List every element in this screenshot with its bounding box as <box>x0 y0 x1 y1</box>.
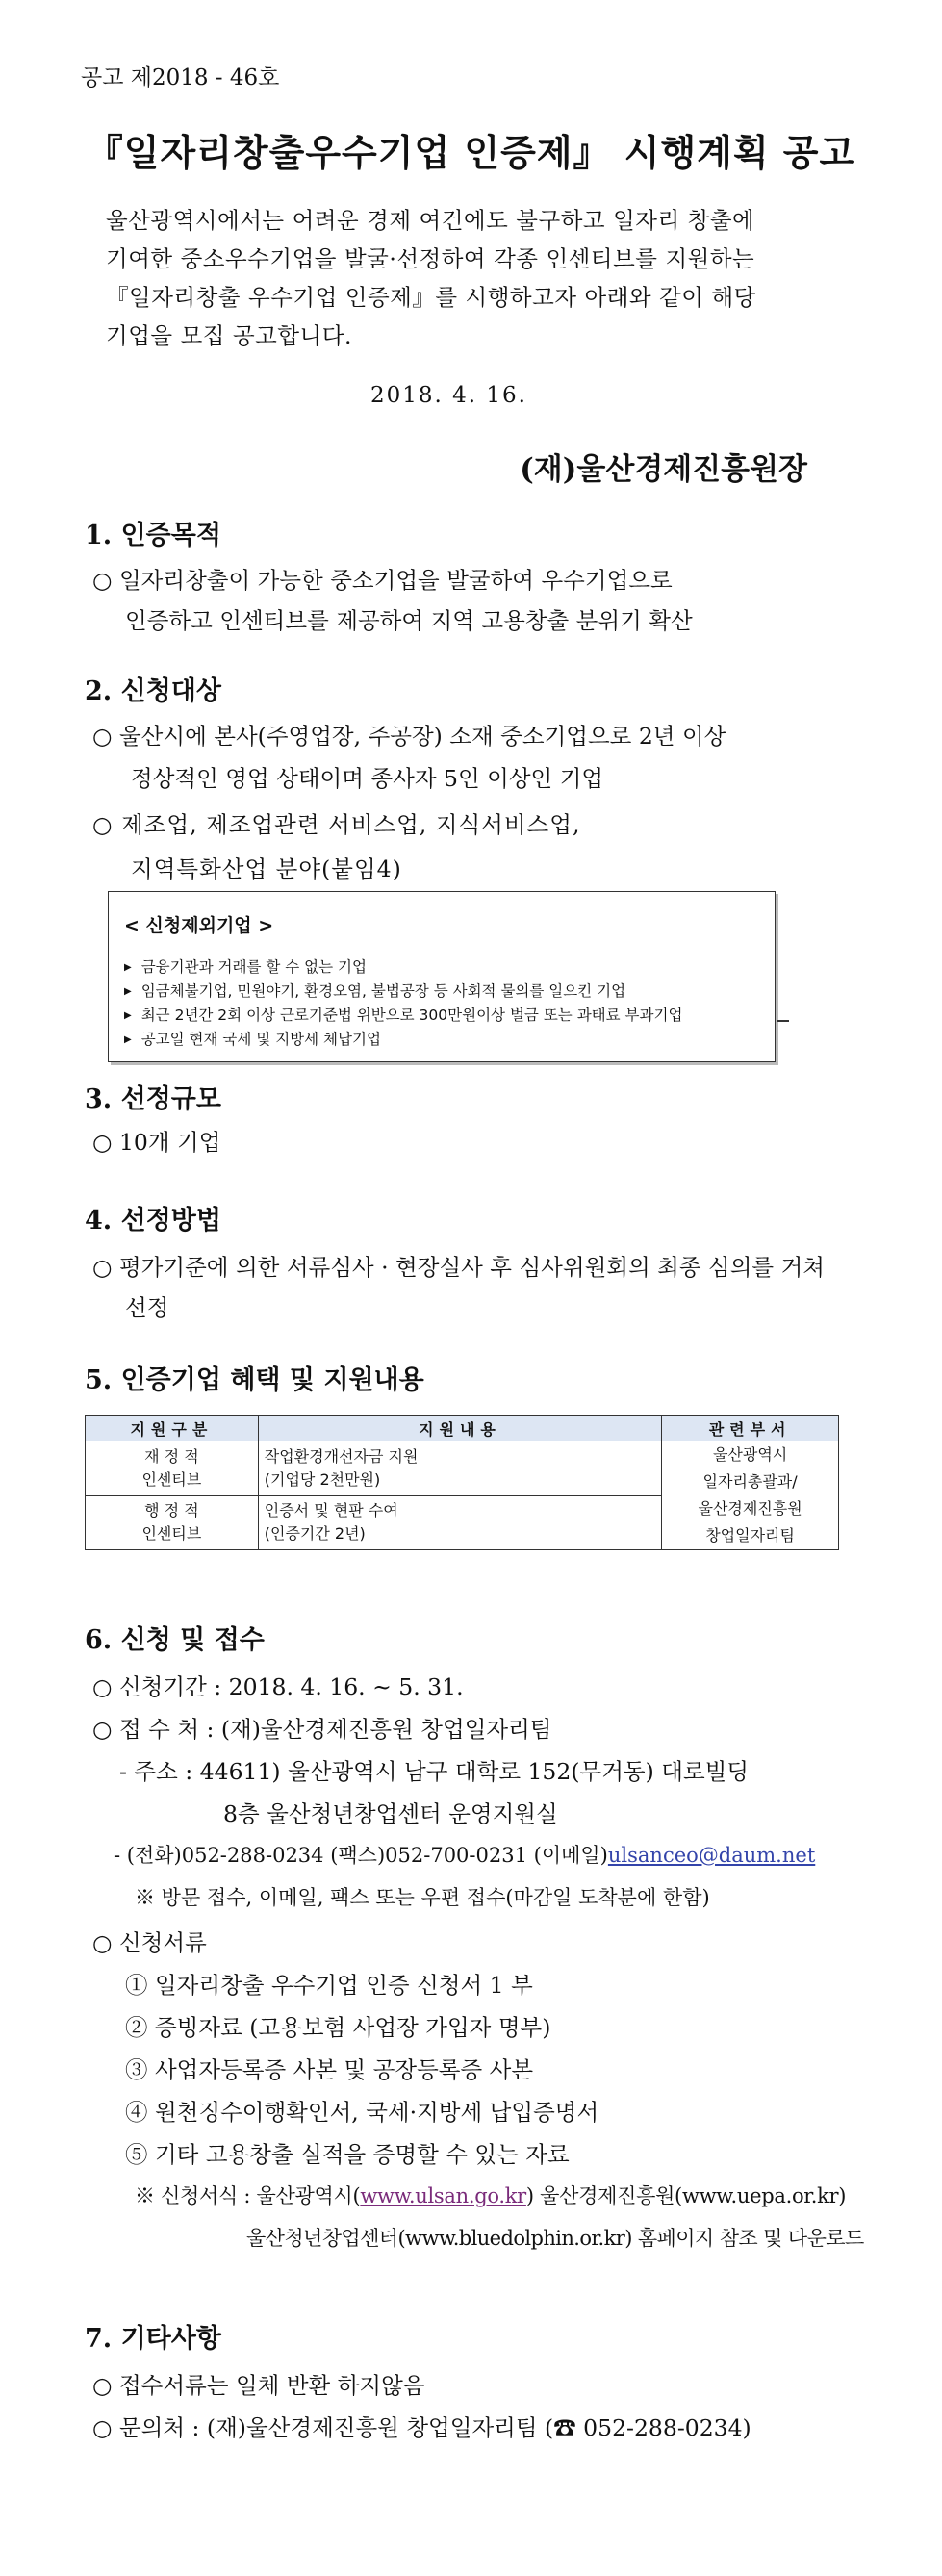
form-note-line2: 울산청년창업센터(www.bluedolphin.or.kr) 홈페이지 참조 및 다운로드 <box>246 2227 864 2250</box>
document-item: ③ 사업자등록증 사본 및 공장등록증 사본 <box>125 2056 534 2083</box>
triangle-bullet-icon: ▶ <box>124 986 132 997</box>
table-header: 지원구분 <box>86 1416 259 1441</box>
department-cell: 울산광역시 일자리총괄과/ 울산경제진흥원 창업일자리팀 <box>662 1441 839 1550</box>
exclusion-item: ▶ 금융기관과 거래를 할 수 없는 기업 <box>124 958 367 976</box>
section-line: 인증하고 인센티브를 제공하여 지역 고용창출 분위기 확산 <box>125 607 693 634</box>
exclusion-box-title: < 신청제외기업 > <box>124 915 274 936</box>
email-link[interactable]: ulsanceo@daum.net <box>607 1844 816 1867</box>
notice-date: 2018. 4. 16. <box>370 383 527 408</box>
section-line: ○ 제조업, 제조업관련 서비스업, 지식서비스업, <box>92 811 581 838</box>
other-line: ○ 문의처 : (재)울산경제진흥원 창업일자리팀 (☎ 052-288-0234) <box>92 2414 751 2441</box>
issuer: (재)울산경제진흥원장 <box>520 452 807 487</box>
section-title-application: 6. 신청 및 접수 <box>85 1625 265 1655</box>
box-dash-mark <box>777 1020 789 1022</box>
intro-line: 『일자리창출 우수기업 인증제』를 시행하고자 아래와 같이 해당 <box>106 284 756 311</box>
section-title-purpose: 1. 인증목적 <box>85 521 221 550</box>
intro-line: 울산광역시에서는 어려운 경제 여건에도 불구하고 일자리 창출에 <box>106 207 755 234</box>
document-item: ④ 원천징수이행확인서, 국세·지방세 납입증명서 <box>125 2099 599 2126</box>
address-line: - 주소 : 44611) 울산광역시 남구 대학로 152(무거동) 대로빌딩 <box>119 1758 750 1785</box>
application-period: ○ 신청기간 : 2018. 4. 16. ~ 5. 31. <box>92 1673 464 1700</box>
exclusion-item: ▶ 공고일 현재 국세 및 지방세 체납기업 <box>124 1031 381 1048</box>
support-content-cell: 인증서 및 현판 수여 (인증기간 2년) <box>258 1495 661 1550</box>
table-header-row <box>86 1416 839 1441</box>
support-content-cell: 작업환경개선자금 지원 (기업당 2천만원) <box>258 1441 661 1496</box>
other-line: ○ 접수서류는 일체 반환 하지않음 <box>92 2372 425 2399</box>
table-header: 지원내용 <box>258 1416 661 1441</box>
section-line: ○ 일자리창출이 가능한 중소기업을 발굴하여 우수기업으로 <box>92 567 673 594</box>
exclusion-item: ▶ 최근 2년간 2회 이상 근로기준법 위반으로 300만원이상 벌금 또는 과태료 부과기업 <box>124 1007 683 1024</box>
exclusion-item: ▶ 임금체불기업, 민원야기, 환경오염, 불법공장 등 사회적 물의를 일으킨 기업 <box>124 982 626 1000</box>
section-title-scale: 3. 선정규모 <box>85 1084 221 1114</box>
intro-line: 기업을 모집 공고합니다. <box>106 322 352 349</box>
triangle-bullet-icon: ▶ <box>124 1010 132 1021</box>
form-note: ※ 신청서식 : 울산광역시(www.ulsan.go.kr) 울산경제진흥원(www.uepa.or.kr) <box>135 2184 847 2207</box>
section-line: ○ 평가기준에 의한 서류심사 · 현장실사 후 심사위원회의 최종 심의를 거쳐 <box>92 1254 826 1281</box>
ulsan-site-link[interactable]: www.ulsan.go.kr <box>360 2184 526 2207</box>
section-title-benefits: 5. 인증기업 혜택 및 지원내용 <box>85 1365 424 1395</box>
document-item: ① 일자리창출 우수기업 인증 신청서 1 부 <box>125 1972 533 1999</box>
support-type-cell: 재 정 적 인센티브 <box>86 1441 259 1496</box>
section-line: ○ 10개 기업 <box>92 1129 221 1156</box>
triangle-bullet-icon: ▶ <box>124 962 132 973</box>
section-title-method: 4. 선정방법 <box>85 1206 221 1236</box>
exclusion-box <box>108 891 776 1062</box>
section-line: 정상적인 영업 상태이며 종사자 5인 이상인 기업 <box>131 765 604 792</box>
submission-note: ※ 방문 접수, 이메일, 팩스 또는 우편 접수(마감일 도착분에 한함) <box>135 1886 710 1909</box>
address-line: 8층 울산청년창업센터 운영지원실 <box>223 1800 558 1827</box>
notice-number: 공고 제2018 - 46호 <box>81 65 280 90</box>
document-title: 『일자리창출우수기업 인증제』 시행계획 공고 <box>86 131 856 174</box>
intro-line: 기여한 중소우수기업을 발굴·선정하여 각종 인센티브를 지원하는 <box>106 245 755 272</box>
support-type-cell: 행 정 적 인센티브 <box>86 1495 259 1550</box>
table-header: 관련부서 <box>662 1416 839 1441</box>
section-line: 지역특화산업 분야(붙임4) <box>131 855 402 882</box>
document-item: ② 증빙자료 (고용보험 사업장 가입자 명부) <box>125 2014 551 2041</box>
table-row <box>86 1441 839 1496</box>
section-line: ○ 울산시에 본사(주영업장, 주공장) 소재 중소기업으로 2년 이상 <box>92 723 726 750</box>
section-title-eligibility: 2. 신청대상 <box>85 676 221 706</box>
section-line: 선정 <box>125 1294 169 1321</box>
document-item: ⑤ 기타 고용창출 실적을 증명할 수 있는 자료 <box>125 2141 570 2168</box>
contact-line: - (전화)052-288-0234 (팩스)052-700-0231 (이메일)ulsanceo@daum.net <box>114 1844 816 1867</box>
documents-title: ○ 신청서류 <box>92 1929 207 1956</box>
application-office: ○ 접 수 처 : (재)울산경제진흥원 창업일자리팀 <box>92 1716 552 1743</box>
benefits-table <box>85 1415 839 1550</box>
triangle-bullet-icon: ▶ <box>124 1034 132 1045</box>
section-title-other: 7. 기타사항 <box>85 2324 221 2354</box>
